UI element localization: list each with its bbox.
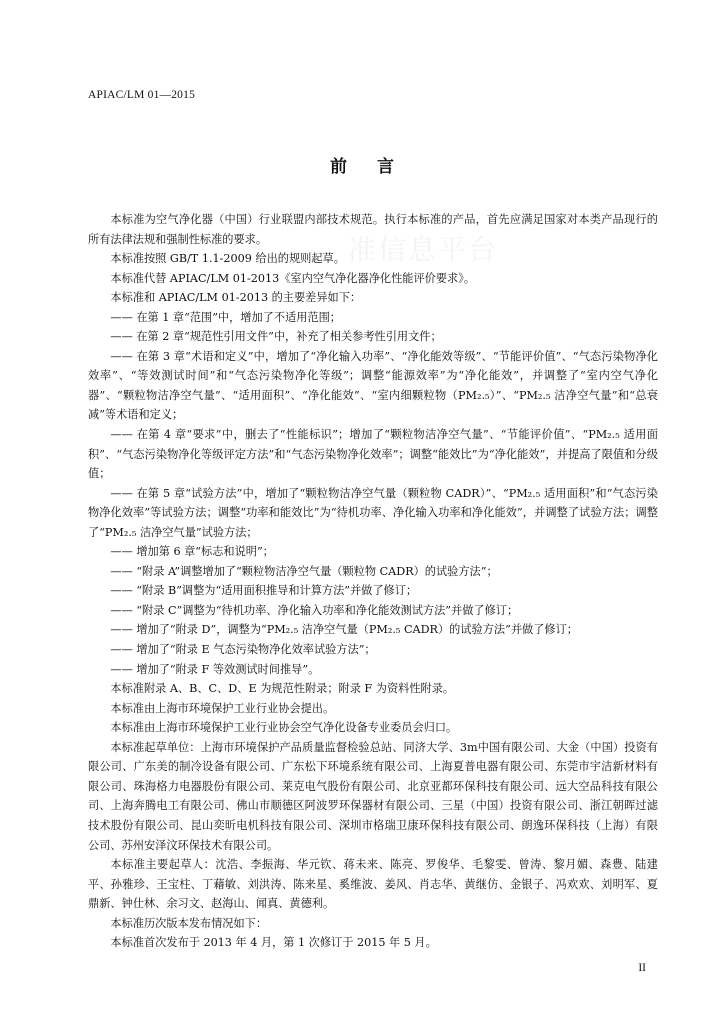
paragraph: 本标准由上海市环境保护工业行业协会提出。 [110,701,335,715]
list-item: —— 增加了“附录 E 气态污染物净化效率试验方法”； [110,643,376,657]
paragraph: 本标准和 APIAC/LM 01-2013 的主要差异如下： [110,291,362,305]
list-item: —— 在第 5 章“试验方法”中，增加了“颗粒物洁净空气量（颗粒物 CADR）”、“PM₂.₅ 适用面积”和“气态污染物净化效率”等试验方法；调整“功率和能效比”为“待机功率、净化输入功率和净化能效”，并调整了试验方法；调整了“PM₂.₅ 洁净空气量”试验方法； [88,486,658,539]
list-item: —— “附录 C”调整为“待机功率、净化输入功率和净化能效测试方法”并做了修订； [110,603,519,617]
paragraph: 本标准历次版本发布情况如下： [110,916,268,930]
paragraph: 本标准由上海市环境保护工业行业协会空气净化设备专业委员会归口。 [110,721,458,735]
list-item: —— 增加了“附录 F 等效测试时间推导”。 [110,662,320,676]
paragraph: 本标准附录 A、B、C、D、E 为规范性附录；附录 F 为资料性附录。 [110,682,455,696]
list-item: —— 增加了“附录 D”，调整为“PM₂.₅ 洁净空气量（PM₂.₅ CADR）的试验方法”并做了修订； [110,623,578,637]
foreword-body [88,210,658,953]
list-item: —— “附录 B”调整为“适用面积推导和计算方法”并做了修订； [110,584,418,598]
list-item: —— 在第 4 章“要求”中，删去了“性能标识”；增加了“颗粒物洁净空气量”、“节能评价值”、“PM₂.₅ 适用面积”、“气态污染物净化等级评定方法”和“气态污染物净化效率”；调整“能效比”为“净化能效”，并提高了限值和分级值； [88,428,658,481]
list-item: —— 在第 2 章“规范性引用文件”中，补充了相关参考性引用文件； [110,330,442,344]
list-item: —— 在第 3 章“术语和定义”中，增加了“净化输入功率”、“净化能效等级”、“节能评价值”、“气态污染物净化效率”、“等效测试时间”和“气态污染物净化等级”；调整“能源效率”为“净化能效”，并调整了“室内空气净化器”、“颗粒物洁净空气量”、“适用面积”、“净化能效”、“室内细颗粒物（PM₂.₅）”、“PM₂.₅ 洁净空气量”和“总衰减”等术语和定义； [88,349,658,422]
paragraph: 本标准代替 APIAC/LM 01-2013《室内空气净化器净化性能评价要求》。 [110,271,476,285]
paragraph: 本标准首次发布于 2013 年 4 月，第 1 次修订于 2015 年 5 月。 [110,936,437,950]
paragraph: 本标准为空气净化器（中国）行业联盟内部技术规范。执行本标准的产品，首先应满足国家对本类产品现行的所有法律法规和强制性标准的要求。 [88,213,658,246]
list-item: —— “附录 A”调整增加了“颗粒物洁净空气量（颗粒物 CADR）的试验方法”； [110,564,498,578]
page-title: 前言 [330,157,424,177]
list-item: —— 增加第 6 章“标志和说明”； [110,545,274,559]
paragraph: 本标准主要起草人：沈浩、李振海、华元钦、蒋未来、陈亮、罗俊华、毛黎雯、曾涛、黎月媚、森豊、陆建平、孙雅珍、王宝柱、丁藉敏、刘洪涛、陈来星、奚维波、姜风、肖志华、黄继仿、金银子、冯欢欢、刘明军、夏鼎新、钟仕林、余习文、赵海山、闻真、黄德利。 [88,858,658,911]
document-number: APIAC/LM 01—2015 [88,89,196,101]
page-number: II [638,962,646,974]
list-item: —— 在第 1 章“范围”中，增加了不适用范围； [110,310,341,324]
paragraph: 本标准按照 GB/T 1.1-2009 给出的规则起草。 [110,252,345,266]
paragraph: 本标准起草单位：上海市环境保护产品质量监督检验总站、同济大学、3m中国有限公司、大金（中国）投资有限公司、广东美的制冷设备有限公司、广东松下环境系统有限公司、上海夏普电器有限公司、东莞市宇洁新材料有限公司、珠海格力电器股份有限公司、莱克电气股份有限公司、北京亚都环保科技有限公司、远大空品科技有限公司、上海奔腾电工有限公司、佛山市顺德区阿波罗环保器材有限公司、三星（中国）投资有限公司、浙江朝晖过滤技术股份有限公司、昆山奕昕电机科技有限公司、深圳市格瑞卫康环保科技有限公司、朗逸环保科技（上海）有限公司、苏州安泽汶环保技术有限公司。 [88,740,658,852]
watermark: 准信息平台 [348,233,499,266]
